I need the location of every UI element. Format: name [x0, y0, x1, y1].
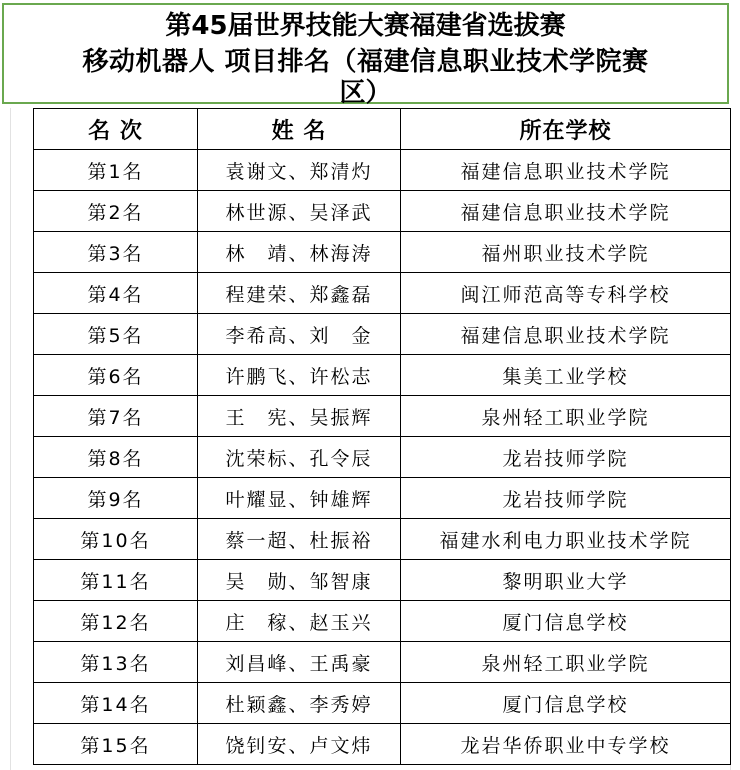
- title-line-3: 区）: [339, 78, 392, 108]
- school-cell[interactable]: 集美工业学校: [401, 355, 731, 396]
- rank-cell[interactable]: 第14名: [34, 683, 198, 724]
- school-cell[interactable]: 福建信息职业技术学院: [401, 150, 731, 191]
- table-row: [34, 437, 731, 478]
- names-cell[interactable]: 刘昌峰、王禹豪: [198, 642, 401, 683]
- table-row: [34, 642, 731, 683]
- header-names[interactable]: 姓 名: [198, 109, 401, 150]
- rank-cell[interactable]: 第8名: [34, 437, 198, 478]
- names-cell[interactable]: 袁谢文、郑清灼: [198, 150, 401, 191]
- rank-cell[interactable]: 第3名: [34, 232, 198, 273]
- names-cell[interactable]: 李希高、刘 金: [198, 314, 401, 355]
- names-cell[interactable]: 林世源、吴泽武: [198, 191, 401, 232]
- school-cell[interactable]: 龙岩华侨职业中专学校: [401, 724, 731, 765]
- table-row: [34, 478, 731, 519]
- table-row: [34, 273, 731, 314]
- ranking-table: [33, 108, 731, 765]
- school-cell[interactable]: 福建信息职业技术学院: [401, 191, 731, 232]
- rank-cell[interactable]: 第2名: [34, 191, 198, 232]
- rank-cell[interactable]: 第4名: [34, 273, 198, 314]
- table-row: [34, 396, 731, 437]
- names-cell[interactable]: 叶耀显、钟雄辉: [198, 478, 401, 519]
- header-school[interactable]: 所在学校: [401, 109, 731, 150]
- table-row: [34, 724, 731, 765]
- school-cell[interactable]: 厦门信息学校: [401, 683, 731, 724]
- school-cell[interactable]: 福建水利电力职业技术学院: [401, 519, 731, 560]
- rank-cell[interactable]: 第11名: [34, 560, 198, 601]
- names-cell[interactable]: 林 靖、林海涛: [198, 232, 401, 273]
- names-cell[interactable]: 许鹏飞、许松志: [198, 355, 401, 396]
- title-cell[interactable]: [2, 3, 729, 108]
- rank-cell[interactable]: 第15名: [34, 724, 198, 765]
- school-cell[interactable]: 泉州轻工职业学院: [401, 396, 731, 437]
- school-cell[interactable]: 福建信息职业技术学院: [401, 314, 731, 355]
- rank-cell[interactable]: 第13名: [34, 642, 198, 683]
- rank-cell[interactable]: 第9名: [34, 478, 198, 519]
- table-row: [34, 232, 731, 273]
- table-row: [34, 191, 731, 232]
- rank-cell[interactable]: 第7名: [34, 396, 198, 437]
- rank-cell[interactable]: 第6名: [34, 355, 198, 396]
- column-gridline: [10, 108, 11, 770]
- school-cell[interactable]: 泉州轻工职业学院: [401, 642, 731, 683]
- names-cell[interactable]: 程建荣、郑鑫磊: [198, 273, 401, 314]
- rank-cell[interactable]: 第5名: [34, 314, 198, 355]
- rank-cell[interactable]: 第1名: [34, 150, 198, 191]
- table-row: [34, 601, 731, 642]
- names-cell[interactable]: 饶钊安、卢文炜: [198, 724, 401, 765]
- names-cell[interactable]: 沈荣标、孔令辰: [198, 437, 401, 478]
- names-cell[interactable]: 杜颖鑫、李秀婷: [198, 683, 401, 724]
- school-cell[interactable]: 黎明职业大学: [401, 560, 731, 601]
- header-rank[interactable]: 名 次: [34, 109, 198, 150]
- school-cell[interactable]: 闽江师范高等专科学校: [401, 273, 731, 314]
- table-row: [34, 683, 731, 724]
- table-row: [34, 314, 731, 355]
- rank-cell[interactable]: 第12名: [34, 601, 198, 642]
- names-cell[interactable]: 王 宪、吴振辉: [198, 396, 401, 437]
- names-cell[interactable]: 蔡一超、杜振裕: [198, 519, 401, 560]
- names-cell[interactable]: 庄 稼、赵玉兴: [198, 601, 401, 642]
- title-line-1: 第45届世界技能大赛福建省选拔赛: [165, 11, 566, 41]
- title-line-2: 移动机器人 项目排名（福建信息职业技术学院赛: [82, 47, 649, 77]
- header-row: [34, 109, 731, 150]
- table-body: [34, 150, 731, 765]
- table-row: [34, 560, 731, 601]
- names-cell[interactable]: 吴 勋、邹智康: [198, 560, 401, 601]
- rank-cell[interactable]: 第10名: [34, 519, 198, 560]
- table-row: [34, 519, 731, 560]
- school-cell[interactable]: 厦门信息学校: [401, 601, 731, 642]
- school-cell[interactable]: 龙岩技师学院: [401, 478, 731, 519]
- table-row: [34, 150, 731, 191]
- school-cell[interactable]: 福州职业技术学院: [401, 232, 731, 273]
- school-cell[interactable]: 龙岩技师学院: [401, 437, 731, 478]
- table-row: [34, 355, 731, 396]
